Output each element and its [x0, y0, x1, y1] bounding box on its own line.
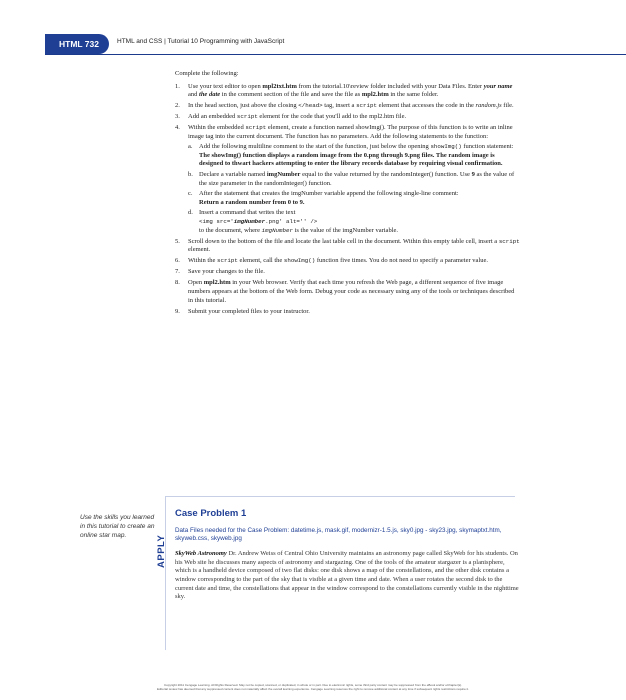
- step-1: [175, 83, 520, 100]
- text: from the tutorial.10\review folder included with your Data Files. Enter: [296, 82, 484, 90]
- text: in the comment section of the file and save the file as: [220, 91, 362, 99]
- step-2: [175, 102, 520, 111]
- text: element for the code that you'll add to the mpl2.htm file.: [257, 113, 407, 121]
- step-8: [175, 279, 520, 305]
- substep-c: [188, 190, 520, 207]
- text: and: [188, 91, 200, 99]
- filename: random.js: [475, 102, 502, 110]
- text: element, create a function named showImg(). The purpose of this function is to write an inline image tag into the current document. The function has no parameters. Add the following statements to the function:: [188, 124, 513, 141]
- step-number: 5.: [175, 237, 180, 245]
- text: Insert a command that writes the text: [199, 209, 296, 217]
- text: After the statement that creates the imgNumber variable append the following single-line comment:: [199, 190, 459, 198]
- emphasis: your name: [483, 82, 513, 90]
- text: equal to the value returned by the randomInteger() function. Use: [300, 170, 472, 178]
- code: </head>: [298, 102, 323, 110]
- text: function five times. You do not need to specify a parameter value.: [315, 257, 488, 265]
- code: script: [245, 124, 267, 132]
- value: 9: [471, 170, 475, 178]
- text: Add an embedded: [188, 113, 237, 121]
- case-divider-top: [165, 496, 515, 497]
- code: script: [236, 113, 258, 121]
- code: .png' alt='' />: [265, 217, 318, 225]
- text: in your Web browser. Verify that each time you refresh the Web page, a different sequence of five image numbers appears at the bottom of the Web form. Debug your code as necessary using any of the tools or techniques described in this tutorial.: [188, 279, 515, 304]
- case-problem: [175, 510, 520, 608]
- page-number-badge: HTML 732: [45, 34, 109, 54]
- step-4: [175, 124, 520, 235]
- step-7: [175, 268, 520, 277]
- code-variable: imgNumber: [233, 217, 266, 225]
- text: Add the following multiline comment to the start of the function, just below the opening: [199, 143, 431, 151]
- text: is the value of the imgNumber variable.: [292, 226, 399, 234]
- substep-a: [188, 143, 520, 169]
- case-data-files: Data Files needed for the Case Problem: datetime.js, mask.gif, modernizr-1.5.js, sky0.jpg - sky23.jpg, skymaptxt.htm, skyweb.css, skyweb.jpg: [175, 526, 502, 543]
- step-5: [175, 238, 520, 255]
- text: to the document, where: [199, 226, 262, 234]
- step-number: 8.: [175, 279, 180, 287]
- step-number: 4.: [175, 124, 180, 132]
- margin-note: Use the skills you learned in this tutorial to create an online star map.: [80, 514, 155, 539]
- running-head: HTML and CSS | Tutorial 10 Programming with JavaScript: [117, 38, 285, 45]
- text: in the same folder.: [388, 91, 439, 99]
- text: function statement:: [461, 143, 514, 151]
- code: script: [356, 102, 377, 110]
- case-title: Case Problem 1: [175, 508, 247, 519]
- text: as the value of the size parameter in the randomInteger() function.: [199, 170, 515, 187]
- text: element, call the: [237, 257, 284, 265]
- substep-letter: c.: [188, 190, 193, 198]
- filename: mpl2.htm: [203, 279, 231, 287]
- copyright-line: Copyright 2011 Cengage Learning. All Rights Reserved. May not be copied, scanned, or duplicated, in whole or in part. Due to electronic rights, some third party content may be suppressed from the eBook and/or eChapter(s).: [163, 683, 463, 687]
- text: Save your changes to the file.: [188, 268, 265, 276]
- case-lead: SkyWeb Astronomy: [175, 550, 227, 558]
- code: showImg(): [283, 257, 316, 265]
- emphasis: the date: [199, 91, 221, 99]
- filename: mpl2txt.htm: [262, 82, 297, 90]
- page-header: [0, 0, 626, 60]
- text: element that accesses the code in the: [376, 102, 476, 110]
- text: Scroll down to the bottom of the file and locate the last table cell in the document. Within this empty table cell, insert a: [188, 237, 499, 245]
- text: element.: [188, 246, 211, 254]
- case-body-text: Dr. Andrew Weiss of Central Ohio University maintains an astronomy page called SkyWeb for his students. On his Web site he discusses many aspects of astronomy and stargazing. One of the tools of the amateur stargazer is a planisphere, which is a handheld device composed of two flat disks: one disk shows a map of the constellations, and the other disk contains a window corresponding to the part of the sky that is visible at a given time and date. When a user rotates the second disk to the current date and time, the constellations that appear in the window correspond to the constellations currently visible in the nighttime sky.: [175, 550, 519, 601]
- step-number: 3.: [175, 113, 180, 121]
- text: In the head section, just above the closing: [188, 102, 299, 110]
- step-number: 6.: [175, 257, 180, 265]
- step-number: 7.: [175, 268, 180, 276]
- code-variable: imgNumber: [261, 226, 293, 234]
- step-number: 9.: [175, 307, 180, 315]
- text: Open: [188, 279, 204, 287]
- case-divider-side: [165, 496, 171, 650]
- step-3: [175, 113, 520, 122]
- comment-text: The showImg() function displays a random image from the 0.png through 9.png files. The random image is designed to thwart hackers attempting to enter the library records database by requiring visual confirmation.: [199, 151, 503, 168]
- substep-d: [188, 209, 520, 235]
- text: Within the: [188, 257, 217, 265]
- code: showImg(): [430, 143, 462, 151]
- variable-name: imgNumber: [266, 170, 301, 178]
- text: tag, insert a: [322, 102, 357, 110]
- copyright-footer: [0, 683, 626, 691]
- code: <img src=': [199, 217, 234, 225]
- substep-letter: b.: [188, 170, 193, 178]
- case-body: [175, 550, 520, 602]
- copyright-line: Editorial review has deemed that any suppressed content does not materially affect the overall learning experience. Cengage Learning reserves the right to remove additional content at any time if subsequent rights restrictions require it.: [157, 687, 469, 691]
- step-6: [175, 257, 520, 266]
- text: Within the embedded: [188, 124, 246, 132]
- substep-letter: d.: [188, 209, 193, 217]
- code-line: [199, 218, 520, 227]
- step-number: 2.: [175, 102, 180, 110]
- code: script: [498, 237, 520, 245]
- text: Use your text editor to open: [188, 82, 263, 90]
- review-steps: [175, 70, 520, 319]
- code: script: [216, 257, 238, 265]
- step-9: [175, 308, 520, 317]
- text: Declare a variable named: [199, 170, 267, 178]
- comment-text: Return a random number from 0 to 9.: [199, 198, 305, 206]
- text: Submit your completed files to your instructor.: [188, 307, 310, 315]
- step-number: 1.: [175, 82, 180, 90]
- text-block: [199, 227, 520, 236]
- text: file.: [501, 102, 514, 110]
- filename: mpl2.htm: [361, 91, 389, 99]
- apply-label: APPLY: [156, 534, 167, 568]
- substep-letter: a.: [188, 143, 193, 151]
- intro-text: Complete the following:: [175, 70, 239, 77]
- substep-b: [188, 171, 520, 188]
